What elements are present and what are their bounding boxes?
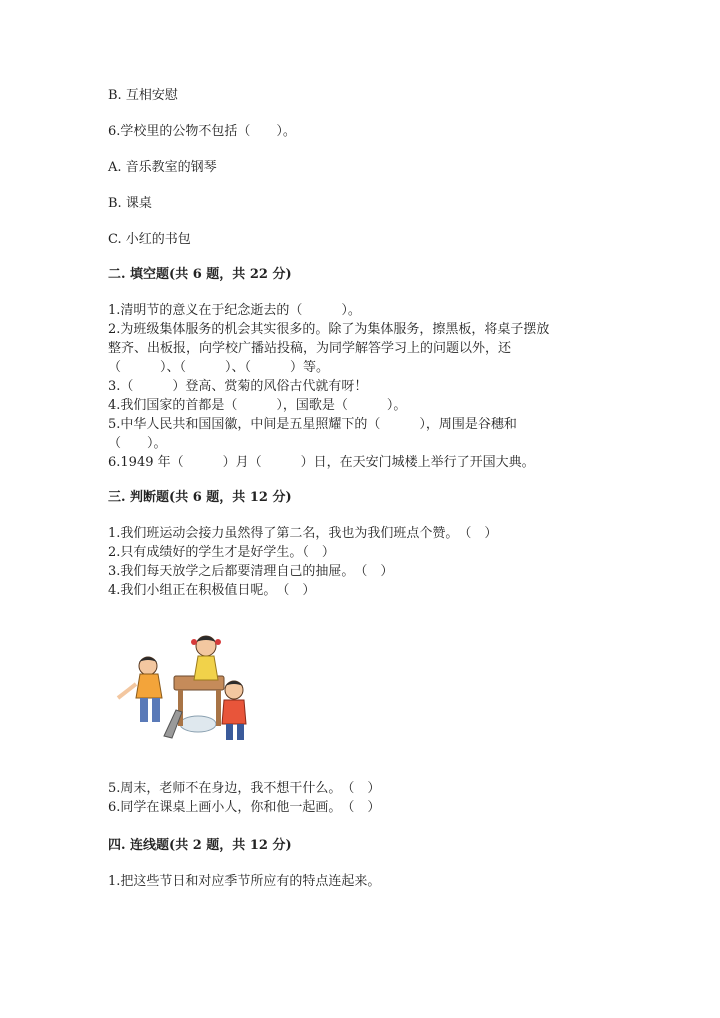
judge-line: 5.周末，老师不在身边，我不想干什么。 （ ） xyxy=(108,781,381,796)
fill-line: 5.中华人民共和国国徽，中间是五星照耀下的（ ），周围是谷穗和 xyxy=(108,417,517,432)
judge-line: 1.我们班运动会接力虽然得了第二名，我也为我们班点个赞。 （ ） xyxy=(108,526,498,541)
option-a: A. 音乐教室的钢琴 xyxy=(108,160,217,175)
option-b: B. 课桌 xyxy=(108,196,152,211)
fill-line: （ ）、（ ）、（ ）等。 xyxy=(108,360,330,375)
section-2-heading: 二. 填空题(共 6 题，共 22 分) xyxy=(108,267,292,282)
fill-line: （ ）。 xyxy=(108,436,167,451)
judge-line: 6.同学在课桌上画小人，你和他一起画。 （ ） xyxy=(108,800,381,815)
section-4-heading: 四. 连线题(共 2 题，共 12 分) xyxy=(108,838,292,853)
option-b-prev: B. 互相安慰 xyxy=(108,88,178,103)
fill-line: 1.清明节的意义在于纪念逝去的（ ）。 xyxy=(108,303,361,318)
question-6: 6.学校里的公物不包括（ ）。 xyxy=(108,124,296,139)
judge-line: 3.我们每天放学之后都要清理自己的抽屉。 （ ） xyxy=(108,564,394,579)
fill-line: 2.为班级集体服务的机会其实很多的。除了为集体服务，擦黑板，将桌子摆放 xyxy=(108,322,550,337)
section-3-heading: 三. 判断题(共 6 题，共 12 分) xyxy=(108,490,292,505)
option-c: C. 小红的书包 xyxy=(108,232,191,247)
judge-line: 2.只有成绩好的学生才是好学生。（ ） xyxy=(108,545,335,560)
fill-line: 4.我们国家的首都是（ ），国歌是（ ）。 xyxy=(108,398,407,413)
fill-line: 3.（ ）登高、赏菊的风俗古代就有呀！ xyxy=(108,379,368,394)
judge-line: 4.我们小组正在积极值日呢。 （ ） xyxy=(108,583,316,598)
fill-line: 6.1949 年（ ）月（ ）日，在天安门城楼上举行了开国大典。 xyxy=(108,455,535,470)
fill-line: 整齐、出板报，向学校广播站投稿，为同学解答学习上的问题以外，还 xyxy=(108,341,512,356)
match-question-1: 1.把这些节日和对应季节所应有的特点连起来。 xyxy=(108,874,381,889)
children-cleaning-illustration xyxy=(106,632,250,744)
